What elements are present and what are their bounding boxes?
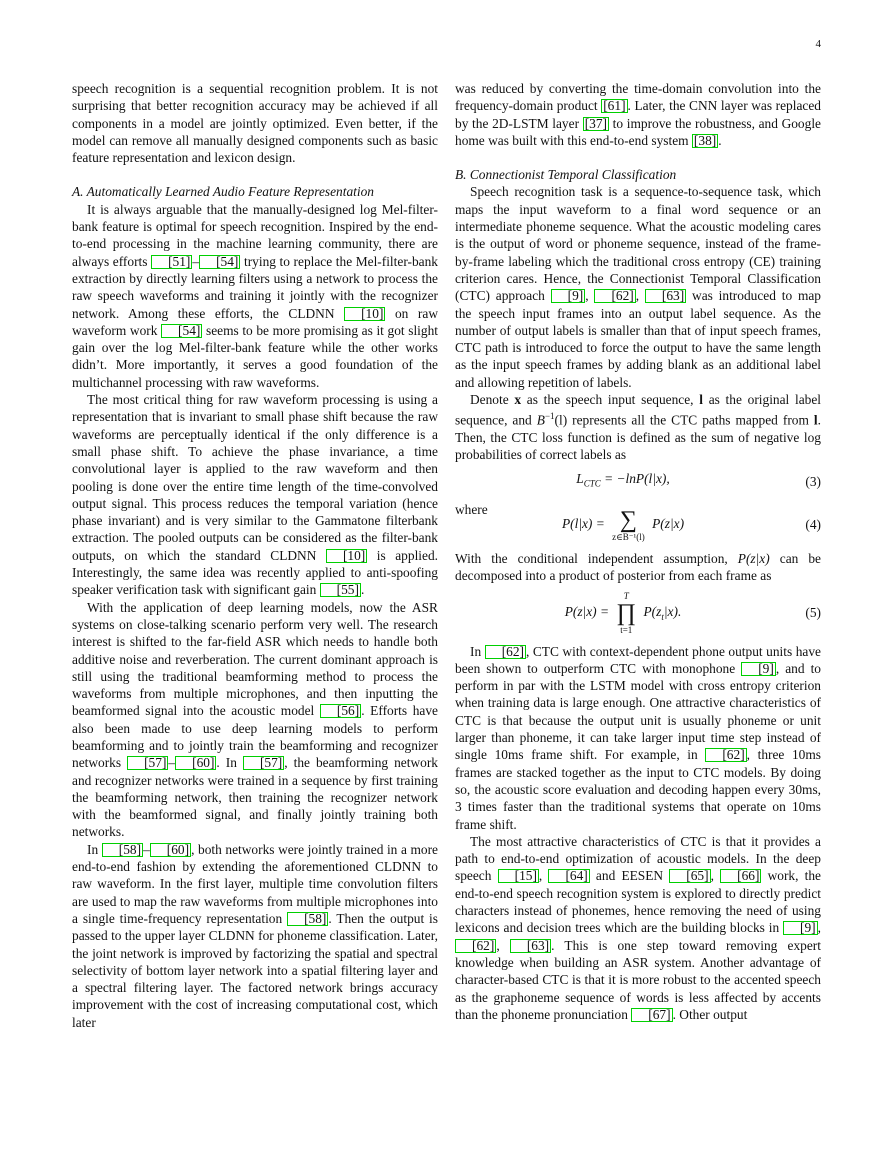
citation-link[interactable]: [65] [669,869,710,883]
citation-link[interactable]: [62] [705,748,746,762]
citation-link[interactable]: [56] [320,704,361,718]
paragraph: In [62] , CTC with context-dependent phone output units have been shown to outperform CTC with monophone [9] , and to perform in par with the LSTM model with cross entropy criterion when training data is large enough. One attractive characteristics of CTC is that because the output unit is usually phoneme or unit larger than phoneme, it can take larger input time step instead of single 10ms frame shift. For example, in [62] , three 10ms frames are stacked together as the input to CTC models. By doing so, the acoustic score evaluation and decoding happen every 30ms, 3 times faster than the traditional systems that operate on 10ms frame shift. [455,643,821,832]
citation-link[interactable]: [55] [320,583,361,597]
right-column [455,80,821,1023]
paragraph: where [455,501,488,517]
citation-link[interactable]: [58] [102,843,143,857]
paragraph: It is always arguable that the manually-designed log Mel-filter-bank feature is optimal for speech recognition. Inspired by the end-to-end processing in the machine learning community, there are always efforts [51] – [54] trying to replace the Mel-filter-bank extraction by directly learning filters using a network to process the raw speech waveforms and training it jointly with the recognizer network. Among these efforts, the CLDNN [10] on raw waveform work [54] seems to be more promising as it got slight gain over the log Mel-filter-bank feature while the other works didn’t. More importantly, it serves a good foundation of the multichannel processing with raw waveforms. [72,201,438,390]
citation-link[interactable]: [15] [498,869,539,883]
citation-link[interactable]: [9] [741,662,776,676]
citation-link[interactable]: [60] [150,843,191,857]
paragraph: With the application of deep learning models, now the ASR systems on close-talking scenario perform very well. The research interest is shifted to the far-field ASR which needs to handle both additive noise and reverberation. The current dominant approach is still using the traditional beamforming method to process the waveforms from multiple microphones, and then inputting the beamformed signal into the acoustic model [56] . Efforts have also been made to use deep learning models to perform beamforming and to jointly train the beamforming and recognizer networks [57] – [60] . In [57] , the beamforming network and recognizer networks were trained in a sequence by first training the beamforming network, then training the recognizer network with the beamformed signal, and finally jointly training both networks. [72,599,439,840]
citation-link[interactable]: [9] [783,921,818,935]
equation-number: (4) [805,517,821,533]
paragraph: speech recognition is a sequential recognition problem. It is not surprising that better recognition accuracy may be achieved if all components in a model are jointly optimized. Even better, if the model can remove all manually designed components such as basic feature representation and lexicon design. [72,81,438,166]
citation-link[interactable]: [61] [603,98,626,114]
equation-number: (5) [805,604,821,620]
citation-link[interactable]: [66] [720,869,761,883]
equation-4: P(l|x) = ∑ z∈B⁻¹(l) P(z|x) (4) [561,506,821,542]
paragraph: In [58] – [60] , both networks were jointly trained in a more end-to-end fashion by extending the aforementioned CLDNN to raw waveform. In the first layer, multiple time convolution filters are used to map the raw waveforms from multiple microphones into a single time-frequency representation [58] . Then the output is passed to the upper layer CLDNN for phoneme classification. Later, the joint network is improved by factorizing the spatial and spectral selectivity of bottom layer network into a spatial filtering layer and a spectral filtering layer. The factored network brings accuracy improvement with the cost of increasing computational cost, which later [72,841,438,1030]
paragraph: Speech recognition task is a sequence-to-sequence task, which maps the input waveform to a final word sequence or an intermediate phoneme sequence. What the acoustic modeling cares is the output of word or phoneme sequence, instead of the frame-by-frame labeling which the traditional cross entropy (CE) training criterion cares. Hence, the Connectionist Temporal Classification (CTC) approach [9] , [62] , [63] was introduced to map the speech input frames into an output label sequence. As the number of output labels is smaller than that of input speech frames, CTC path is introduced to force the output to have the same length as the input speech frames by adding blank as an additional label and allowing repetition of labels. [455,184,821,390]
citation-link[interactable]: [9] [551,289,586,303]
citation-link[interactable]: [67] [631,1008,672,1022]
equation-number: (3) [805,473,821,489]
citation-link[interactable]: [10] [344,307,385,321]
citation-link[interactable]: [62] [485,645,526,659]
citation-link[interactable]: [54] [161,324,202,338]
equation-3: $L_{CTC} = -\ln P(l|x)$, (3) [576,470,821,489]
left-column [72,80,438,1031]
section-heading-b: B. Connectionist Temporal Classification [455,167,677,183]
citation-link[interactable]: [51] [151,255,192,269]
equation-5: P(z|x) = T ∏ t=1 $P(z_t|x)$. (5) [564,590,821,635]
citation-link[interactable]: [57] [127,756,168,770]
citation-link[interactable]: [62] [594,289,635,303]
citation-link[interactable]: [64] [548,869,589,883]
paragraph: Denote x as the speech input sequence, l as the original label sequence, and $B^{-1}(l)$ represents all the CTC paths mapped from l. Then, the CTC loss function is defined as the sum of negative log probabilities of correct labels as [455,392,822,463]
citation-link[interactable]: [63] [645,289,686,303]
citation-link[interactable]: [38] [693,132,717,148]
citation-link[interactable]: [57] [243,756,284,770]
citation-link[interactable]: [60] [175,756,216,770]
paragraph: The most critical thing for raw waveform processing is using a representation that is invariant to small phase shift because the raw waveforms are perceptually identical if the only difference is a small phase shift. To achieve the phase invariance, a time convolutional layer is applied to the raw waveform and then pooling is done over the entire time length of the time-convolved output signal. This process reduces the temporal variation (hence phase invariant) and is very similar to the Gammatone filterbank extraction. The pooled outputs can be considered as the filter-bank outputs, on which the standard CLDNN [10] is applied. Interestingly, the same idea was recently applied to anti-spoofing speaker verification task with significant gain [55] . [72,392,439,598]
paragraph: The most attractive characteristics of CTC is that it provides a path to end-to-end optimization of acoustic models. In the deep speech [15] , [64] and EESEN [65] , [66] work, the end-to-end speech recognition system is explored to directly predict characters instead of phonemes, hence removing the need of using lexicons and decision trees which are the building blocks in [9] , [62] , [63] . This is one step toward removing expert knowledge when building an ASR system. Another advantage of character-based CTC is that it is more robust to the accented speech as the graphoneme sequence of words is less affected by accents than the phoneme pronunciation [67] . Other output [455,833,821,1022]
citation-link[interactable]: [58] [287,912,328,926]
citation-link[interactable]: [54] [199,255,240,269]
citation-link[interactable]: [37] [584,115,607,131]
section-heading-a: A. Automatically Learned Audio Feature Representation [72,184,374,200]
citation-link[interactable]: [10] [326,549,367,563]
paragraph: was reduced by converting the time-domain convolution into the frequency-domain product [61] . Later, the CNN layer was replaced by the 2D-LSTM layer [37] to improve the robustness, and Google home was built with this end-to-end system [38] . [455,81,821,148]
page-number: 4 [815,38,821,50]
paragraph: With the conditional independent assumption, P(z|x) can be decomposed into a product of posterior from each frame as [455,550,821,584]
citation-link[interactable]: [62] [455,939,496,953]
citation-link[interactable]: [63] [510,939,551,953]
